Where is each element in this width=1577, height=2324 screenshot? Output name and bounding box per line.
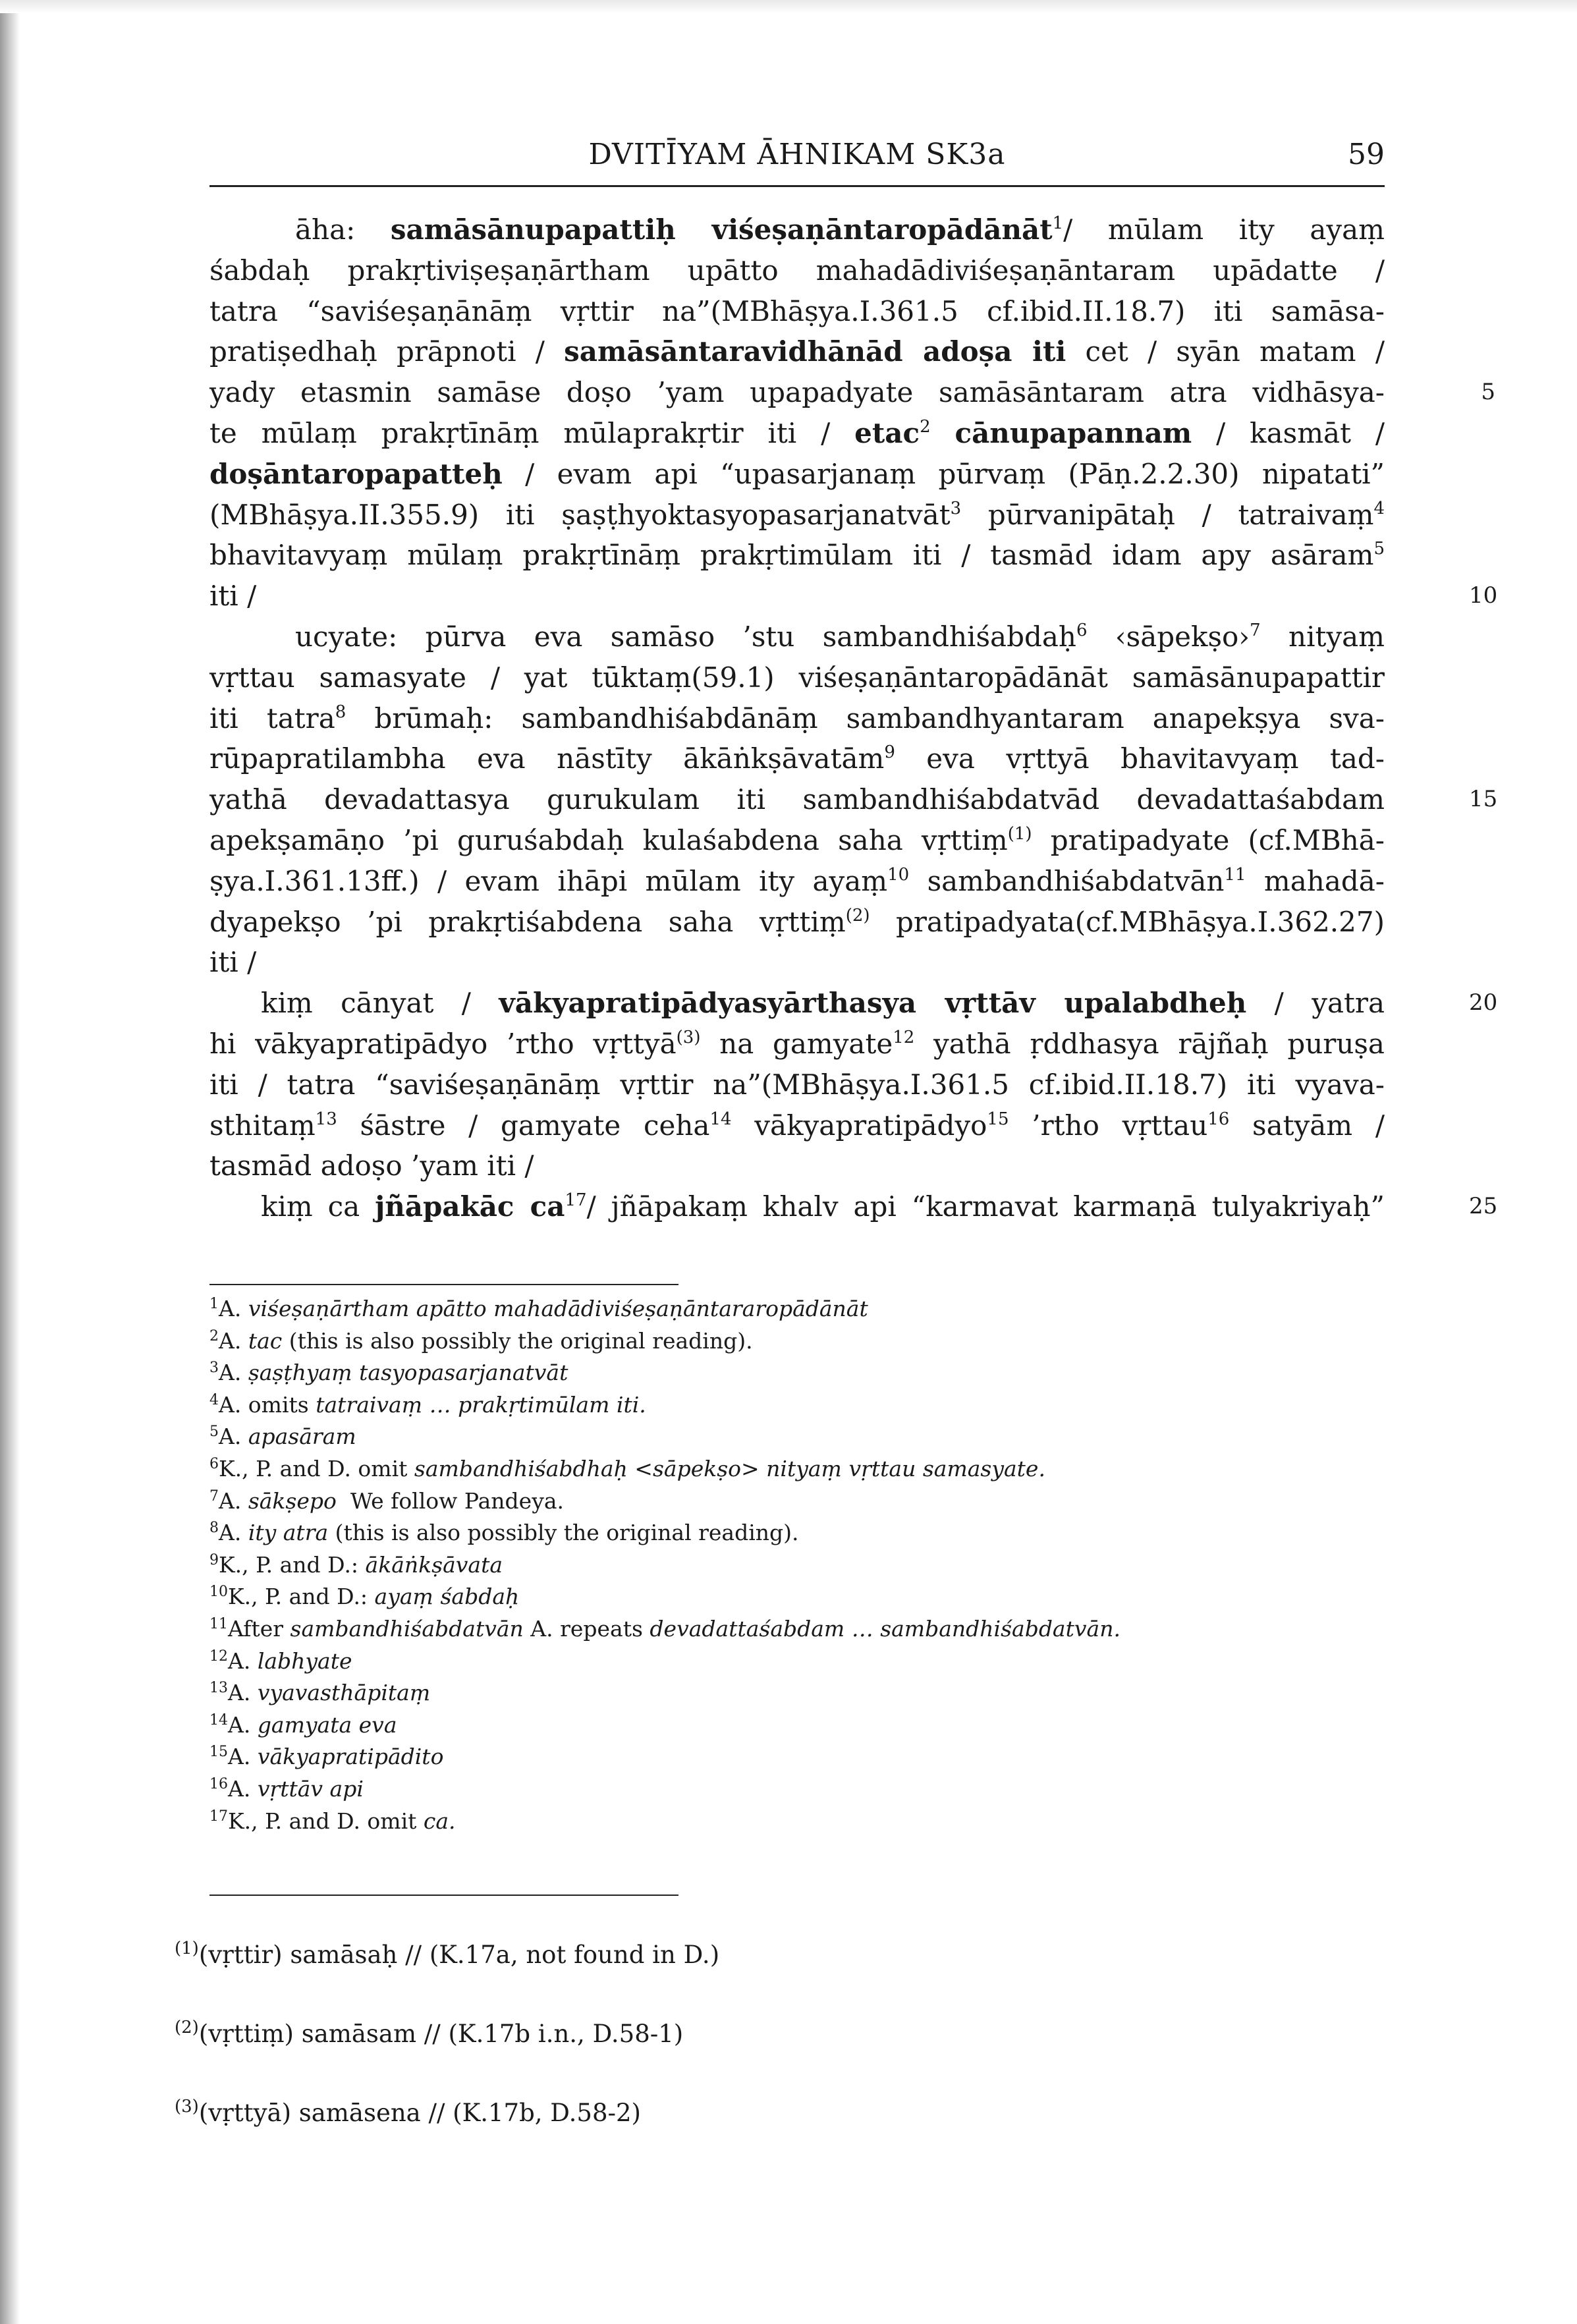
text-line: hi vākyapratipādyo ’rtho vṛttyā$^{(3)}$ na gamyate$^{12}$ yathā ṛddhasya rājñaḥ puruṣa (209, 1027, 1385, 1060)
text-line: yady etasmin samāse doṣo ’yam upapadyate samāsāntaram atra vidhāsya- (209, 376, 1385, 409)
footnote: $^{16}$A. vṛttāv api (209, 1775, 364, 1802)
text-line: pratiṣedhaḥ prāpnoti / samāsāntaravidhānād adoṣa iti cet / syān matam / (209, 335, 1385, 368)
scan-shadow-edge (0, 0, 20, 2324)
text-line: vṛttau samasyate / yat tūktaṃ(59.1) viśeṣaṇāntaropādānāt samāsānupapattir (209, 661, 1385, 694)
footnote-separator (209, 1284, 678, 1285)
footnote: $^1$A. viśeṣaṇārtham apātto mahadādiviśeṣaṇāntararopādānāt (209, 1296, 868, 1321)
footnote: $^{14}$A. gamyata eva (209, 1711, 397, 1738)
footnote: $^2$A. tac (this is also possibly the original reading). (209, 1327, 753, 1354)
text-line: (MBhāṣya.II.355.9) iti ṣaṣṭhyoktasyopasarjanatvāt$^3$ pūrvanipātaḥ / tatraivaṃ$^4$ (209, 498, 1385, 531)
line-number: 15 (1469, 786, 1498, 813)
page-number: 59 (1348, 138, 1385, 171)
text-line: kiṃ cānyat / vākyapratipādyasyārthasya vṛttāv upalabdheḥ / yatra (261, 987, 1385, 1020)
running-header (209, 135, 1385, 187)
line-number: 10 (1469, 582, 1498, 609)
text-line: śabdaḥ prakṛtiviṣeṣaṇārtham upātto mahadādiviśeṣaṇāntaram upādatte / (209, 254, 1385, 287)
text-line: sthitaṃ$^{13}$ śāstre / gamyate ceha$^{14}$ vākyapratipādyo$^{15}$ ’rtho vṛttau$^{16}$ satyām / (209, 1109, 1385, 1142)
line-number: 25 (1469, 1193, 1498, 1220)
text-line: tatra “saviśeṣaṇānāṃ vṛttir na”(MBhāṣya.I.361.5 cf.ibid.II.18.7) iti samāsa- (209, 294, 1385, 327)
text-line: iti tatra$^8$ brūmaḥ: sambandhiśabdānāṃ sambandhyantaram anapekṣya sva- (209, 702, 1385, 734)
footnotes (209, 1293, 1263, 1837)
text-line: iti / tatra “saviśeṣaṇānāṃ vṛttir na”(MBhāṣya.I.361.5 cf.ibid.II.18.7) iti vyava- (209, 1068, 1385, 1101)
text-line: ṣya.I.361.13ff.) / evam ihāpi mūlam ity ayaṃ$^{10}$ sambandhiśabdatvān$^{11}$ mahadā- (209, 864, 1385, 897)
commentary-note: $^{(2)}$(vṛttiṃ) samāsam // (K.17b i.n., D.58-1) (175, 2018, 684, 2048)
text-line: doṣāntaropapatteḥ / evam api “upasarjanaṃ pūrvaṃ (Pāṇ.2.2.30) nipatati” (209, 457, 1385, 490)
footnote: $^7$A. sākṣepo We follow Pandeya. (209, 1487, 565, 1514)
footnote: $^{17}$K., P. and D. omit ca. (209, 1808, 456, 1834)
text-line: apekṣamāṇo ’pi guruśabdaḥ kulaśabdena saha vṛttiṃ$^{(1)}$ pratipadyate (cf.MBhā- (209, 823, 1385, 856)
text-line: iti / (209, 580, 257, 613)
commentary-note: $^{(1)}$(vṛttir) samāsaḥ // (K.17a, not found in D.) (175, 1939, 720, 1969)
footnote: $^9$K., P. and D.: ākāṅkṣāvata (209, 1551, 503, 1578)
footnote: $^5$A. apasāram (209, 1424, 356, 1450)
text-line: āha: samāsānupapattiḥ viśeṣaṇāntaropādānāt$^1$/ mūlam ity ayaṃ (295, 213, 1385, 246)
line-number: 20 (1469, 989, 1498, 1016)
line-number: 5 (1481, 379, 1495, 406)
footnote: $^{13}$A. vyavasthāpitaṃ (209, 1680, 431, 1706)
scan-shadow-top (0, 0, 1577, 13)
text-line: ucyate: pūrva eva samāso ’stu sambandhiśabdaḥ$^6$ ‹sāpekṣo›$^7$ nityaṃ (295, 620, 1385, 653)
footnote: $^{15}$A. vākyapratipādito (209, 1744, 444, 1770)
footnote: $^3$A. ṣaṣṭhyaṃ tasyopasarjanatvāt (209, 1360, 568, 1386)
text-line: iti / (209, 946, 257, 979)
text-line: yathā devadattasya gurukulam iti sambandhiśabdatvād devadattaśabdam (209, 783, 1385, 816)
text-line: bhavitavyaṃ mūlaṃ prakṛtīnāṃ prakṛtimūlam iti / tasmād idam apy asāram$^5$ (209, 539, 1385, 572)
text-line: dyapekṣo ’pi prakṛtiśabdena saha vṛttiṃ$^{(2)}$ pratipadyata(cf.MBhāṣya.I.362.27) (209, 905, 1385, 938)
text-line: kiṃ ca jñāpakāc $ca^{17}/$ jñāpakaṃ khalv api “karmavat karmaṇā tulyakriyaḥ” (261, 1190, 1385, 1223)
footnote: $^{12}$A. labhyate (209, 1647, 352, 1674)
footnote: $^8$A. ity atra (this is also possibly the original reading). (209, 1520, 799, 1546)
footnote: $^{11}$After sambandhiśabdatvān A. repeats devadattaśabdam … sambandhiśabdatvān. (209, 1615, 1120, 1642)
notes-separator (209, 1895, 678, 1896)
commentary-note: $^{(3)}$(vṛttyā) samāsena // (K.17b, D.58-2) (175, 2097, 641, 2127)
footnote: $^6$K., P. and D. omit sambandhiśabdhaḥ <sāpekṣo> nityaṃ vṛttau samasyate. (209, 1455, 1045, 1481)
text-line: tasmād adoṣo ’yam iti / (209, 1149, 534, 1182)
footnote: $^4$A. omits tatraivaṃ … prakṛtimūlam iti. (209, 1391, 646, 1418)
main-text (209, 209, 1498, 1227)
header-title: DVITĪYAM ĀHNIKAM SK3a (588, 138, 1006, 171)
footnote: $^{10}$K., P. and D.: ayaṃ śabdaḥ (209, 1584, 520, 1610)
text-line: rūpapratilambha eva nāstīty ākāṅkṣāvatām$^9$ eva vṛttyā bhavitavyaṃ tad- (209, 742, 1385, 775)
text-line: te mūlaṃ prakṛtīnāṃ mūlaprakṛtir iti / etac$^2$ cānupapannam / kasmāt / (209, 416, 1385, 449)
